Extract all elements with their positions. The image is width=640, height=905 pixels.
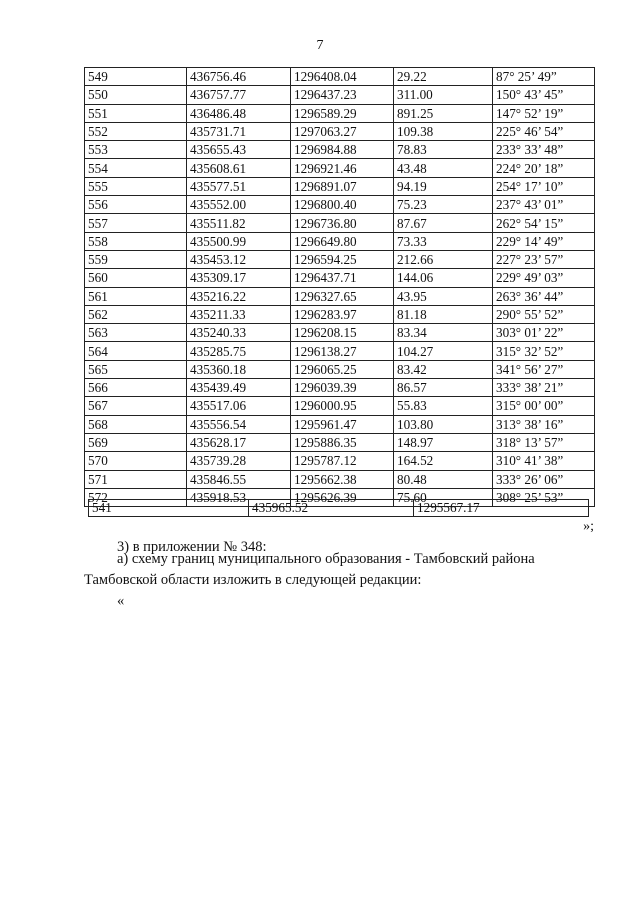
table-cell-distance: 144.06 [394, 269, 493, 287]
table-cell-x: 435556.54 [187, 415, 291, 433]
table-cell-angle: 333° 38’ 21” [493, 379, 595, 397]
table-cell-angle: 303° 01’ 22” [493, 324, 595, 342]
table-cell-y: 1295567.17 [414, 500, 589, 517]
paragraph-line: а) схему границ муниципального образования - Тамбовский района [117, 551, 535, 567]
table-cell-y: 1296408.04 [291, 68, 394, 86]
table-cell-angle: 263° 36’ 44” [493, 287, 595, 305]
paragraph-appendix-reference: 3) в приложении № 348: [117, 539, 267, 555]
table-cell-angle: 229° 49’ 03” [493, 269, 595, 287]
table-row [85, 177, 595, 195]
table-cell-y: 1296589.29 [291, 104, 394, 122]
table-row [85, 470, 595, 488]
table-cell-x: 435965.52 [249, 500, 414, 517]
table-cell-y: 1295961.47 [291, 415, 394, 433]
table-cell-x: 436757.77 [187, 86, 291, 104]
table-cell-distance: 103.80 [394, 415, 493, 433]
table-cell-point: 566 [85, 379, 187, 397]
table-cell-angle: 147° 52’ 19” [493, 104, 595, 122]
table-cell-x: 435285.75 [187, 342, 291, 360]
page-number: 7 [316, 38, 324, 53]
table-row [85, 433, 595, 451]
table-cell-distance: 83.42 [394, 360, 493, 378]
table-cell-y: 1296065.25 [291, 360, 394, 378]
table-cell-angle: 225° 46’ 54” [493, 122, 595, 140]
table-cell-angle: 262° 54’ 15” [493, 214, 595, 232]
table-cell-distance: 55.83 [394, 397, 493, 415]
opening-quote-mark: « [117, 593, 125, 609]
table-cell-distance: 80.48 [394, 470, 493, 488]
table-cell-x: 435453.12 [187, 250, 291, 268]
table-cell-angle: 150° 43’ 45” [493, 86, 595, 104]
table-cell-distance: 43.48 [394, 159, 493, 177]
table-cell-angle: 227° 23’ 57” [493, 250, 595, 268]
table-cell-y: 1296800.40 [291, 196, 394, 214]
table-cell-x: 435240.33 [187, 324, 291, 342]
table-row [85, 379, 595, 397]
table-row [85, 196, 595, 214]
table-cell-y: 1296138.27 [291, 342, 394, 360]
table-cell-y: 1296736.80 [291, 214, 394, 232]
table-row [85, 232, 595, 250]
table-cell-distance: 212.66 [394, 250, 493, 268]
table-cell-distance: 81.18 [394, 305, 493, 323]
table-cell-point: 562 [85, 305, 187, 323]
table-cell-point: 553 [85, 141, 187, 159]
table-cell-y: 1296984.88 [291, 141, 394, 159]
table-row [85, 342, 595, 360]
table-cell-point: 563 [85, 324, 187, 342]
table-row [85, 415, 595, 433]
table-cell-x: 435731.71 [187, 122, 291, 140]
table-cell-x: 435309.17 [187, 269, 291, 287]
table-row [85, 305, 595, 323]
table-cell-distance: 75.23 [394, 196, 493, 214]
table-cell-distance: 78.83 [394, 141, 493, 159]
table-cell-point: 552 [85, 122, 187, 140]
table-cell-x: 435500.99 [187, 232, 291, 250]
table-cell-distance: 109.38 [394, 122, 493, 140]
table-cell-point: 549 [85, 68, 187, 86]
table-cell-point: 541 [89, 500, 249, 517]
table-cell-x: 435739.28 [187, 452, 291, 470]
table-cell-y: 1297063.27 [291, 122, 394, 140]
table-cell-y: 1296437.71 [291, 269, 394, 287]
table-cell-y: 1295787.12 [291, 452, 394, 470]
table-cell-point: 559 [85, 250, 187, 268]
table-cell-y: 1295886.35 [291, 433, 394, 451]
table-cell-angle: 229° 14’ 49” [493, 232, 595, 250]
table-row [85, 159, 595, 177]
table-cell-angle: 233° 33’ 48” [493, 141, 595, 159]
table-row [85, 122, 595, 140]
table-cell-point: 560 [85, 269, 187, 287]
table-cell-point: 558 [85, 232, 187, 250]
table-cell-distance: 104.27 [394, 342, 493, 360]
table-cell-y: 1296649.80 [291, 232, 394, 250]
table-cell-x: 435517.06 [187, 397, 291, 415]
table-cell-distance: 311.00 [394, 86, 493, 104]
table-row [85, 287, 595, 305]
coordinates-table-body [85, 68, 595, 507]
table-row [85, 250, 595, 268]
table-cell-y: 1296891.07 [291, 177, 394, 195]
table-cell-angle: 310° 41’ 38” [493, 452, 595, 470]
table-cell-point: 557 [85, 214, 187, 232]
table-cell-distance: 891.25 [394, 104, 493, 122]
table-cell-angle: 315° 32’ 52” [493, 342, 595, 360]
table-cell-distance: 29.22 [394, 68, 493, 86]
table-cell-distance: 75.60 [394, 488, 493, 506]
table-cell-y: 1296921.46 [291, 159, 394, 177]
table-cell-distance: 94.19 [394, 177, 493, 195]
closing-point-row [89, 500, 589, 517]
table-cell-distance: 148.97 [394, 433, 493, 451]
table-cell-x: 435655.43 [187, 141, 291, 159]
table-cell-angle: 290° 55’ 52” [493, 305, 595, 323]
table-cell-point: 565 [85, 360, 187, 378]
table-row [85, 214, 595, 232]
table-cell-angle: 87° 25’ 49” [493, 68, 595, 86]
table-cell-point: 569 [85, 433, 187, 451]
table-cell-x: 435846.55 [187, 470, 291, 488]
table-cell-distance: 43.95 [394, 287, 493, 305]
table-cell-y: 1296000.95 [291, 397, 394, 415]
table-cell-angle: 315° 00’ 00” [493, 397, 595, 415]
table-cell-point: 556 [85, 196, 187, 214]
table-cell-y: 1296437.23 [291, 86, 394, 104]
table-cell-angle: 237° 43’ 01” [493, 196, 595, 214]
table-cell-x: 436486.48 [187, 104, 291, 122]
table-cell-point: 568 [85, 415, 187, 433]
table-cell-angle: 224° 20’ 18” [493, 159, 595, 177]
table-cell-angle: 254° 17’ 10” [493, 177, 595, 195]
table-cell-x: 436756.46 [187, 68, 291, 86]
table-cell-point: 554 [85, 159, 187, 177]
table-row [85, 360, 595, 378]
table-cell-angle: 333° 26’ 06” [493, 470, 595, 488]
table-cell-x: 435360.18 [187, 360, 291, 378]
table-row [85, 141, 595, 159]
closing-quote-mark: »; [583, 519, 594, 534]
table-cell-point: 551 [85, 104, 187, 122]
table-cell-x: 435577.51 [187, 177, 291, 195]
table-row [85, 324, 595, 342]
table-cell-y: 1296208.15 [291, 324, 394, 342]
table-cell-point: 550 [85, 86, 187, 104]
table-cell-y: 1295626.39 [291, 488, 394, 506]
table-cell-point: 564 [85, 342, 187, 360]
table-cell-point: 572 [85, 488, 187, 506]
table-cell-angle: 308° 25’ 53” [493, 488, 595, 506]
coordinates-table [84, 67, 595, 507]
table-cell-distance: 83.34 [394, 324, 493, 342]
table-cell-y: 1296327.65 [291, 287, 394, 305]
table-cell-x: 435608.61 [187, 159, 291, 177]
closing-point-table [88, 499, 589, 517]
table-cell-angle: 313° 38’ 16” [493, 415, 595, 433]
table-cell-y: 1296594.25 [291, 250, 394, 268]
table-cell-distance: 87.67 [394, 214, 493, 232]
table-cell-distance: 164.52 [394, 452, 493, 470]
table-cell-x: 435439.49 [187, 379, 291, 397]
table-cell-point: 567 [85, 397, 187, 415]
table-cell-y: 1296283.97 [291, 305, 394, 323]
table-cell-x: 435918.53 [187, 488, 291, 506]
table-cell-angle: 318° 13’ 57” [493, 433, 595, 451]
table-row [85, 86, 595, 104]
table-cell-point: 561 [85, 287, 187, 305]
table-row [85, 452, 595, 470]
table-cell-distance: 86.57 [394, 379, 493, 397]
table-cell-point: 570 [85, 452, 187, 470]
table-cell-point: 571 [85, 470, 187, 488]
paragraph-line: Тамбовской области изложить в следующей редакции: [84, 572, 422, 588]
table-cell-angle: 341° 56’ 27” [493, 360, 595, 378]
table-row [85, 397, 595, 415]
table-row [85, 104, 595, 122]
table-row [85, 68, 595, 86]
table-cell-x: 435216.22 [187, 287, 291, 305]
table-cell-x: 435211.33 [187, 305, 291, 323]
table-cell-y: 1295662.38 [291, 470, 394, 488]
table-cell-distance: 73.33 [394, 232, 493, 250]
table-cell-y: 1296039.39 [291, 379, 394, 397]
table-cell-x: 435628.17 [187, 433, 291, 451]
table-cell-x: 435552.00 [187, 196, 291, 214]
table-row [85, 269, 595, 287]
table-cell-x: 435511.82 [187, 214, 291, 232]
paragraph-scheme-instruction [84, 549, 594, 591]
table-cell-point: 555 [85, 177, 187, 195]
